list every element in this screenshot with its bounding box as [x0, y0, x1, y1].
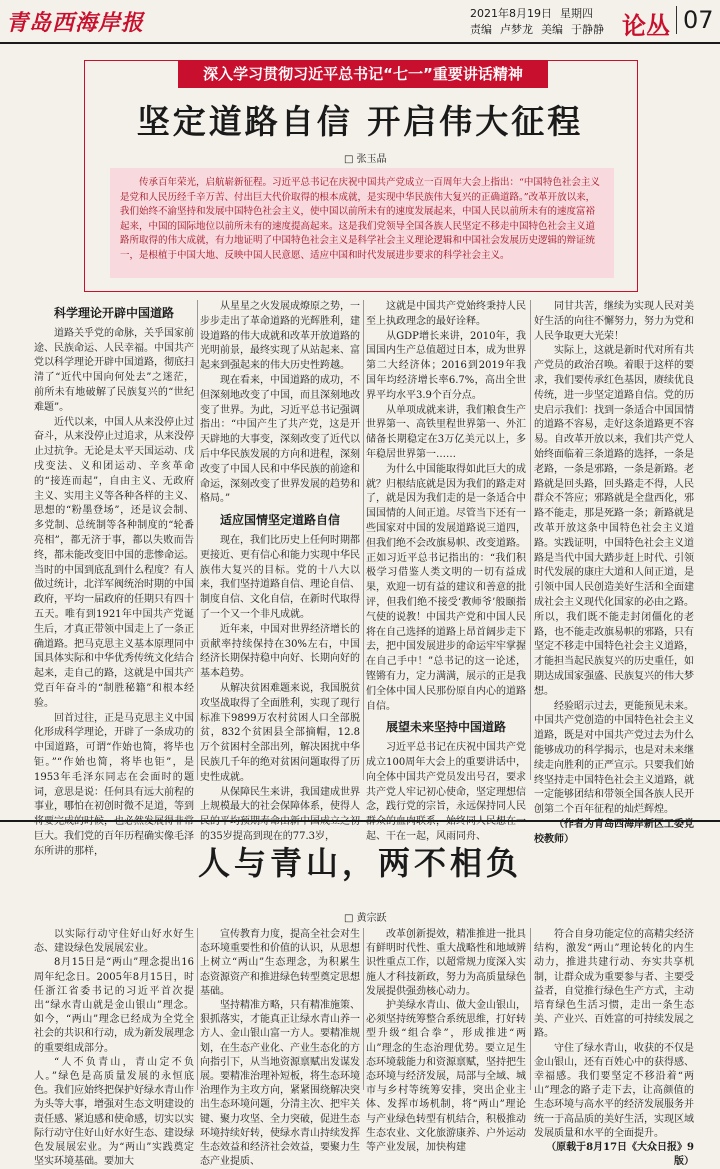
paragraph: 现在看来，中国道路的成功，不但深刻地改变了中国，而且深刻地改变了世界。为此，习近平总书记强调指出：“中国产生了共产党，这是开天辟地的大事变，深刻改变了近代以后中华民族发展的方向和进程，深刻改变了中国人民和中华民族的前途和命运，深刻改变了世界发展的趋势和格局。” [200, 374, 360, 505]
paragraph: 同甘共苦，继续为实现人民对美好生活的向往不懈努力，努力为党和人民争取更大光荣！ [534, 301, 694, 342]
paragraph: 现在，我们比历史上任何时期都更接近、更有信心和能力实现中华民族伟大复兴的目标。党的十八大以来，我们坚持道路自信、理论自信、制度自信、文化自信，在新时代取得了一个又一个非凡成就。 [200, 534, 360, 620]
column-divider [363, 928, 364, 1090]
masthead [0, 0, 720, 44]
paragraph: 护美绿水青山、做大金山银山，必须坚持统筹整合系统思维，打好转型升级“组合拳”，形成推进“两山”理念的生态治理优势。要立足生态环境载能力和资源禀赋，坚持把生态环境与经济发展，局部与全域、城市与乡村等统筹安排，突出企业主体、发挥市场机制，将“两山”理论与产业绿色转型有机结合，积极推动生态农业、文化旅游康养、户外运动等产业发展，加快构建 [366, 1000, 526, 1154]
paragraph: 从保障民生来讲，我国建成世界上规模最大的社会保障体系，使得人民的平均预期寿命由新中国成立之初的35岁提高到现在的77.3岁， [200, 786, 360, 842]
paragraph: 道路关乎党的命脉，关乎国家前途、民族命运、人民幸福。中国共产党以科学理论开辟中国道路，彻底扫清了“近代中国向何处去”之迷茫，前所未有地破解了民族复兴的“世纪难题”。 [34, 327, 194, 413]
article2-column-1 [34, 928, 194, 1168]
editor-name: 卢梦龙 [500, 23, 533, 36]
editor-label: 责编 [470, 23, 492, 36]
page-number: 07 [676, 6, 714, 34]
column-divider [197, 928, 198, 1090]
section-name: 论丛 [622, 12, 670, 40]
article2-column-3 [366, 928, 526, 1154]
article1-column-2 [200, 300, 360, 842]
article-banner: 深入学习贯彻习近平总书记“七一”重要讲话精神 [178, 60, 548, 88]
paragraph: 符合自身功能定位的高精尖经济结构，激发“两山”理论转化的内生动力，推进共建行动、夯实共享机制，让群众成为重要参与者、主要受益者，自觉推行绿色生产方式，主动培育绿色生活习惯，走出一条生态美、产业兴、百姓富的可持续发展之路。 [534, 929, 694, 1040]
article2-column-2 [200, 928, 360, 1168]
article1-column-4 [534, 300, 694, 845]
paragraph: 8月15日是“两山”理念提出16周年纪念日。2005年8月15日，时任浙江省委书记的习近平首次提出“绿水青山就是金山银山”理念。如今，“两山”理念已经成为全党全社会的共识和行动，成为新发展理念的重要组成部分。 [34, 957, 194, 1054]
paragraph: 改革创新提效，精准推进一批具有鲜明时代性、重大战略性和地域辨识性重点工作，以超常规力度深入实施人才科技新政，努力为高质量绿色发展提供强劲核心动力。 [366, 929, 526, 997]
designer-label: 美编 [541, 23, 563, 36]
subheading-1: 科学理论开辟中国道路 [53, 306, 174, 320]
paragraph: 从解决贫困难题来说，我国脱贫攻坚战取得了全面胜利，实现了现行标准下9899万农村贫困人口全部脱贫，832个贫困县全部摘帽，12.8万个贫困村全部出列，解决困扰中华民族几千年的绝对贫困问题取得了历史性成就。 [200, 682, 360, 783]
paragraph: 回首过往，正是马克思主义中国化形成科学理论，开辟了一条成功的中国道路，可谓“作始也简，将毕也钜。”“作始也简，将毕也钜”，是1953年毛泽东同志在会面时的题词，意思是说：任何具有远大前程的事业，哪怕在初创时微不足道，等到将要完成的时候，也必然发展得非常巨大。我们党的百年历程确实像毛泽东所讲的那样， [34, 712, 194, 857]
subheading-2: 适应国情坚定道路自信 [219, 513, 340, 528]
paragraph: “人不负青山，青山定不负人。”绿色是高质量发展的永恒底色。我们应始终把保护好绿水青山作为头等大事，增强对生态文明建设的责任感、紧迫感和使命感，切实以实际行动守住好山好水好生态、建设绿色发展展宏业。为“两山”实践奠定坚实环境基础。要加大 [34, 1056, 194, 1168]
column-divider [197, 300, 198, 780]
source-note: （原载于8月17日《大众日报》9版） [546, 1142, 694, 1168]
paragraph: 守住了绿水青山，收获的不仅是金山银山，还有百姓心中的获得感、幸福感。我们要坚定不移沿着“两山”理念的路子走下去，让高颜值的生态环境与高水平的经济发展服务并统一于高品质的美好生活，实现区域发展质量和水平的全面提升。 [534, 1042, 694, 1139]
article1-lead: 传承百年荣光，启航崭新征程。习近平总书记在庆祝中国共产党成立一百周年大会上指出：“中国特色社会主义是党和人民历经千辛万苦、付出巨大代价取得的根本成就，是实现中华民族伟大复兴的正确道路。”改革开放以来，我们始终不渝坚持和发展中国特色社会主义，使中国以前所未有的速度发展起来，中国人民以前所未有的速度富裕起来，中国的国际地位以前所未有的速度提高起来。这是我们党领导全国各族人民坚定不移走中国特色社会主义道路所取得的伟大成就，有力地证明了中国特色社会主义是科学社会主义理论逻辑和中国社会发展历史逻辑的辩证统一，是根植于中国大地、反映中国人民意愿、适应中国和时代发展进步要求的科学社会主义。 [110, 168, 614, 278]
paragraph: 经验昭示过去，更能预见未来。中国共产党创造的中国特色社会主义道路，既是对中国共产党过去为什么能够成功的科学揭示，也是对未来继续走向胜利的正严宣示。只要我们始终坚持走中国特色社会主义道路，就一定能够团结和带领全国各族人民开创第二个百年征程的灿烂辉煌。 [534, 700, 694, 816]
column-divider [530, 300, 531, 780]
subheading-3: 展望未来坚持中国道路 [385, 720, 506, 735]
paper-name: 青岛西海岸报 [6, 10, 145, 36]
column-divider [363, 300, 364, 780]
masthead-meta [470, 6, 604, 38]
paragraph: 近年来，中国对世界经济增长的贡献率持续保持在30%左右，中国经济长期保持稳中向好、长期向好的基本趋势。 [200, 623, 360, 680]
paragraph: 为什么中国能取得如此巨大的成就？归根结底就是因为我们的路走对了，就是因为我们走的是一条适合中国国情的人间正道。尽管当下还有一些国家对中国的发展道路说三道四，但我们绝不会改旗易帜、改变道路。正如习近平总书记指出的：“我们积极学习借鉴人类文明的一切有益成果，欢迎一切有益的建议和善意的批评，但我们绝不接受‘教师爷’般颐指气使的说教！中国共产党和中国人民将在自己选择的道路上昂首阔步走下去，把中国发展进步的命运牢牢掌握在自己手中！”总书记的这一论述，铿锵有力，定力满满，展示的正是我们全体中国人民那份原自内心的道路自信。 [366, 463, 526, 712]
article2-byline: □ 黄宗跃 [344, 913, 387, 924]
author-note: （作者为青岛西海岸新区工委党校教师） [534, 818, 694, 845]
paragraph: 坚持精准方略，只有精准施策、狠抓落实，才能真正让绿水青山养一方人、金山银山富一方人。要精准规划，在生态产业化、产业生态化的方向指引下，从当地资源禀赋出发谋发展。要精准治理补短板，将生态环境治理作为主攻方向，紧紧围绕解决突出生态环境问题，分清主次、把牢关键、聚力攻坚、全力突破，促进生态环境持续好转，使绿水青山持续发挥生态效益和经济社会效益，要聚力生态产业提质、 [200, 1000, 360, 1168]
paragraph: 这就是中国共产党始终秉持人民至上执政理念的最好诠释。 [366, 301, 526, 327]
paragraph: 从单项成就来讲，我们粮食生产世界第一、高铁里程世界第一、外汇储备长期稳定在3万亿美元以上，多年稳居世界第一…… [366, 404, 526, 460]
paragraph: 以实际行动守住好山好水好生态、建设绿色发展展宏业。 [34, 929, 194, 955]
column-divider [530, 928, 531, 1090]
issue-date: 2021年8月19日 [470, 7, 552, 20]
article1-column-3 [366, 300, 526, 842]
paragraph: 习近平总书记在庆祝中国共产党成立100周年大会上的重要讲话中，向全体中国共产党员发出号召，要求共产党人牢记初心使命，坚定理想信念，践行党的宗旨，永远保持同人民群众的血肉联系，始终同人民想在一起、干在一起，风雨同舟、 [366, 742, 526, 842]
article-separator [0, 820, 720, 822]
paragraph: 从GDP增长来讲，2010年，我国国内生产总值超过日本，成为世界第二大经济体；2016到2019年我国年均经济增长率6.7%，高出全世界平均水平3.9个百分点。 [366, 330, 526, 401]
paragraph: 近代以来，中国人从来没停止过奋斗，从来没停止过追求，从来没停止过抗争。无论是太平天国运动、戊戌变法、义和团运动、辛亥革命的“接连而起”，自由主义、无政府主义、实用主义等各种各样的主义、思想的“粉墨登场”，还是议会制、多党制、总统制等各种制度的“轮番亮相”，都无济于事，都以失败而告终，都未能改变旧中国的悲惨命运。当时的中国到底乱到什么程度？有人做过统计，北洋军阀统治时期的中国政府，平均一届政府的任期只有四十五天。唯有到1921年中国共产党诞生后，才真正带领中国走上了一条正确道路。把马克思主义基本原理同中国具体实际和中华优秀传统文化结合起来，走自己的路，这就是中国共产党百年奋斗的“制胜秘籍”和根本经验。 [34, 416, 194, 709]
article2-headline: 人与青山，两不相负 [197, 844, 522, 882]
article1-column-1 [34, 300, 194, 857]
paragraph: 宣传教育力度，提高全社会对生态环境重要性和价值的认识，从思想上树立“两山”生态理念，为积累生态资源资产和推进绿色转型奠定思想基础。 [200, 929, 360, 997]
paragraph: 从星星之火发展成燎原之势，一步步走出了革命道路的光辉胜利，建设道路的伟大成就和改革开放道路的光明前景，最终实现了从站起来、富起来到强起来的伟大历史性跨越。 [200, 301, 360, 372]
issue-weekday: 星期四 [560, 7, 593, 20]
article2-column-4 [534, 928, 694, 1168]
article1-headline: 坚定道路自信 开启伟大征程 [136, 102, 584, 141]
paragraph: 实际上，这就是新时代对所有共产党员的政治召唤。着眼于这样的要求，我们要传承红色基因，赓续优良传统，进一步坚定道路自信。党的历史启示我们：找到一条适合中国国情的道路不容易，走好这条道路更不容易。自改革开放以来，我们共产党人始终面临着三条道路的选择，一条是老路，一条是邪路，一条是新路。老路就是回头路，回头路走不得，人民群众不答应；邪路就是全盘西化，邪路不能走，那是死路一条；新路就是改革开放这条中国特色社会主义道路。实践证明，中国特色社会主义道路是当代中国大踏步赶上时代、引领时代发展的康庄大道和人间正道，是引领中国人民创造美好生活和全面建成社会主义现代化国家的必由之路。所以，我们既不能走封闭僵化的老路，也不能走改旗易帜的邪路，只有坚定不移走中国特色社会主义道路，才能担当起民族复兴的历史重任，如期达成国家强盛、民族复兴的伟大梦想。 [534, 345, 694, 697]
article1-byline: □ 张玉晶 [344, 154, 387, 165]
designer-name: 于静静 [571, 23, 604, 36]
